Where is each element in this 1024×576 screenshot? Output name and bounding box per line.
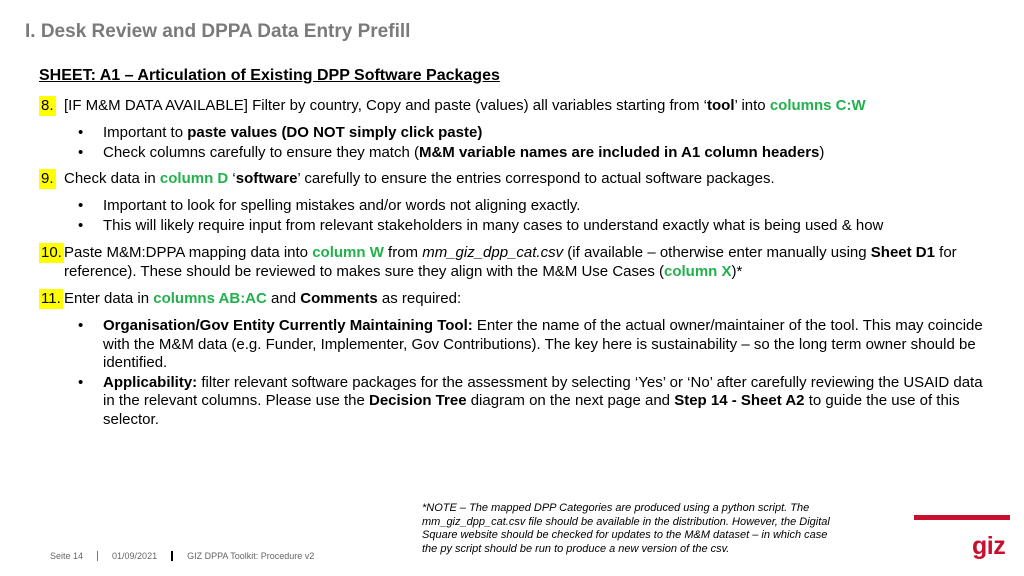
step-number: 10. bbox=[41, 244, 62, 261]
giz-logo: giz bbox=[972, 532, 1006, 560]
step-9 bbox=[39, 169, 999, 188]
list-item: • This will likely require input from relevant stakeholders in many cases to understand exactly what is being used & how bbox=[78, 217, 988, 236]
step-10 bbox=[39, 243, 999, 281]
sheet-heading: SHEET: A1 – Articulation of Existing DPP Software Packages bbox=[39, 67, 500, 84]
brand-red-bar bbox=[914, 515, 1010, 520]
step-text: [IF M&M DATA AVAILABLE] Filter by country, Copy and paste (values) all variables starting from ‘tool’ into columns C:W bbox=[64, 97, 866, 114]
list-item: • Important to paste values (DO NOT simply click paste) bbox=[78, 124, 988, 143]
step-8-bullets bbox=[78, 124, 988, 163]
page-number: Seite 14 bbox=[50, 551, 84, 561]
step-11-bullets bbox=[78, 317, 988, 430]
divider bbox=[97, 551, 98, 561]
step-9-bullets bbox=[78, 197, 988, 236]
step-number: 8. bbox=[41, 97, 54, 114]
step-text: Paste M&M:DPPA mapping data into column W from mm_giz_dpp_cat.csv (if available – otherwise enter manually using Sheet D1 for reference). These should be reviewed to makes sure they align with the M&M Use Cases (column X)* bbox=[64, 244, 957, 280]
step-8 bbox=[39, 96, 999, 115]
step-number: 11. bbox=[41, 290, 61, 307]
page-title: I. Desk Review and DPPA Data Entry Prefill bbox=[25, 21, 411, 42]
list-item: • Check columns carefully to ensure they match (M&M variable names are included in A1 column headers) bbox=[78, 144, 988, 163]
list-item: • Applicability: filter relevant software packages for the assessment by selecting ‘Yes’ or ‘No’ after carefully reviewing the USAID data in the relevant columns. Please use the Decision Tree diagram on the next page and Step 14 - Sheet A2 to guide the use of this selector. bbox=[78, 374, 988, 430]
step-11 bbox=[39, 289, 999, 308]
page-footer bbox=[50, 551, 314, 561]
step-text: Check data in column D ‘software’ carefully to ensure the entries correspond to actual software packages. bbox=[64, 170, 775, 187]
list-item: • Organisation/Gov Entity Currently Maintaining Tool: Enter the name of the actual owner/maintainer of the tool. This may coincide with the M&M data (e.g. Funder, Implementer, Gov Contributions). The key here is sustainability – so the long term owner should be identified. bbox=[78, 317, 988, 373]
footer-doc-title: GIZ DPPA Toolkit: Procedure v2 bbox=[187, 551, 315, 561]
footnote: *NOTE – The mapped DPP Categories are produced using a python script. The mm_giz_dpp_cat.csv file should be available in the distribution. However, the Digital Square website should be checked for updates to the M&M dataset – in which case the py script should be run to produce a new version of the csv. bbox=[422, 502, 830, 555]
list-item: • Important to look for spelling mistakes and/or words not aligning exactly. bbox=[78, 197, 988, 216]
divider bbox=[171, 551, 173, 561]
step-text: Enter data in columns AB:AC and Comments as required: bbox=[64, 290, 462, 307]
footer-date: 01/09/2021 bbox=[112, 551, 158, 561]
step-number: 9. bbox=[41, 170, 54, 187]
